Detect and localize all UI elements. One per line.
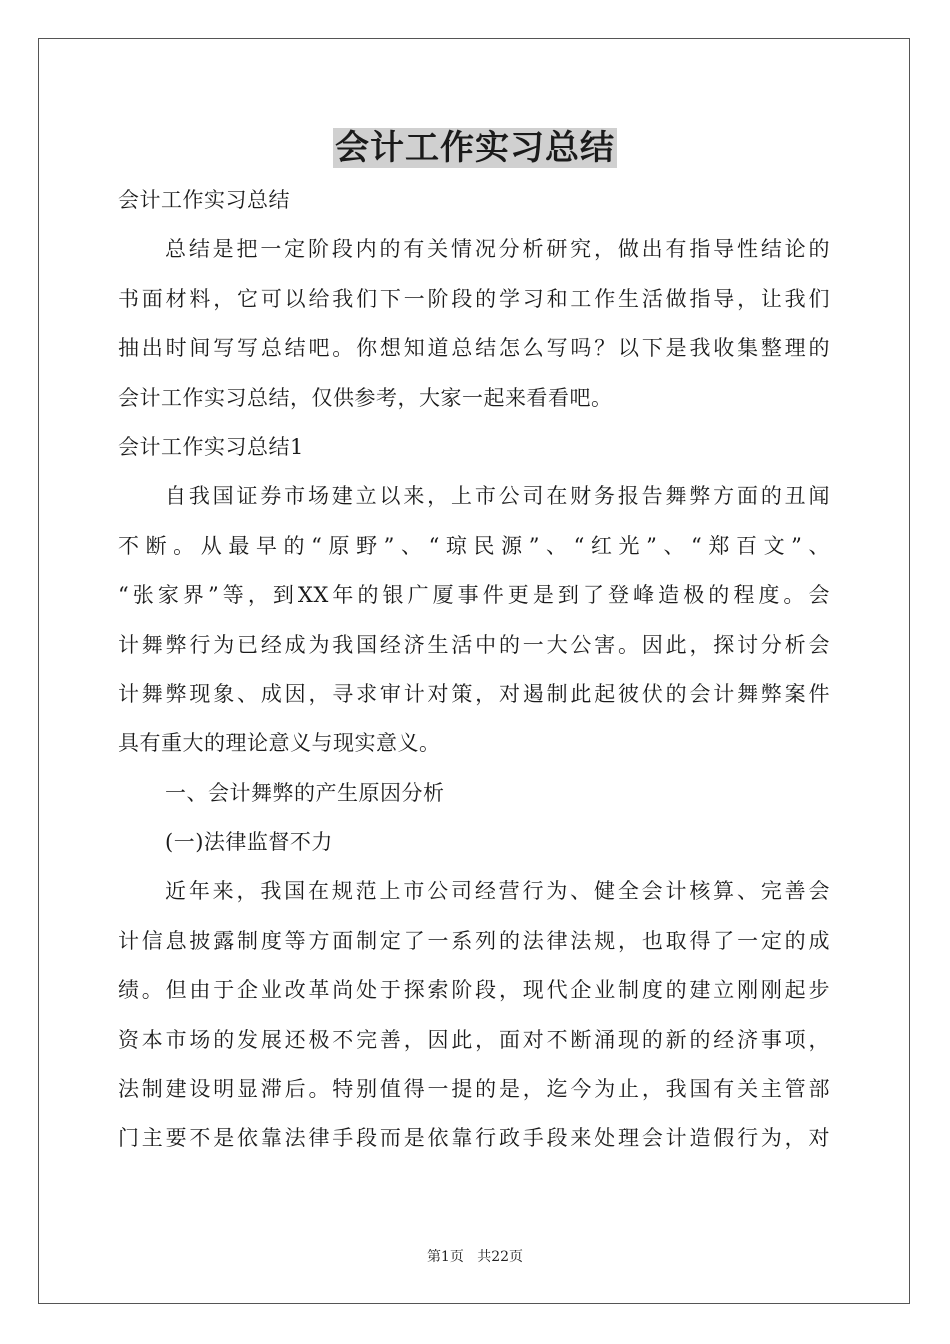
subtitle-line: 会计工作实习总结 [118, 188, 290, 212]
paragraph-line: 计舞弊行为已经成为我国经济生活中的一大公害。因此，探讨分析会 [118, 632, 830, 657]
page-footer [0, 1247, 950, 1267]
heading-line: 一、会计舞弊的产生原因分析 [165, 780, 445, 805]
paragraph-line: 绩。但由于企业改革尚处于探索阶段，现代企业制度的建立刚刚起步 [118, 978, 830, 1003]
paragraph-line: 近年来，我国在规范上市公司经营行为、健全会计核算、完善会 [165, 879, 830, 904]
paragraph-line: 书面材料，它可以给我们下一阶段的学习和工作生活做指导，让我们 [118, 286, 830, 311]
paragraph-line: 资本市场的发展还极不完善，因此，面对不断涌现的新的经济事项， [118, 1027, 830, 1052]
paragraph-line: 计信息披露制度等方面制定了一系列的法律法规，也取得了一定的成 [118, 928, 830, 953]
paragraph-line: 计舞弊现象、成因，寻求审计对策，对遏制此起彼伏的会计舞弊案件 [118, 681, 830, 706]
page-total: 共22页 [477, 1249, 524, 1265]
paragraph-line: 会计工作实习总结，仅供参考，大家一起来看看吧。 [118, 385, 613, 410]
footer-spacer [464, 1249, 477, 1265]
paragraph-line: 门主要不是依靠法律手段而是依靠行政手段来处理会计造假行为，对 [118, 1126, 830, 1151]
paragraph-line: 具有重大的理论意义与现实意义。 [118, 731, 441, 756]
document-title [0, 122, 950, 174]
document-body [118, 176, 830, 1164]
subheading-line: (一)法律监督不力 [165, 830, 333, 855]
paragraph-line: “张家界”等，到XX年的银广厦事件更是到了登峰造极的程度。会 [118, 583, 830, 608]
paragraph-line: 抽出时间写写总结吧。你想知道总结怎么写吗？以下是我收集整理的 [118, 336, 830, 361]
document-title-text: 会计工作实习总结 [335, 128, 615, 168]
page-number: 第1页 [426, 1249, 464, 1265]
paragraph-line: 不断。从最早的“原野”、“琼民源”、“红光”、“郑百文”、 [118, 533, 830, 558]
paragraph-line: 法制建设明显滞后。特别值得一提的是，迄今为止，我国有关主管部 [118, 1077, 830, 1102]
paragraph-line: 自我国证券市场建立以来，上市公司在财务报告舞弊方面的丑闻 [165, 484, 830, 509]
paragraph-line: 总结是把一定阶段内的有关情况分析研究，做出有指导性结论的 [165, 237, 830, 262]
section-heading-line: 会计工作实习总结1 [118, 434, 304, 459]
